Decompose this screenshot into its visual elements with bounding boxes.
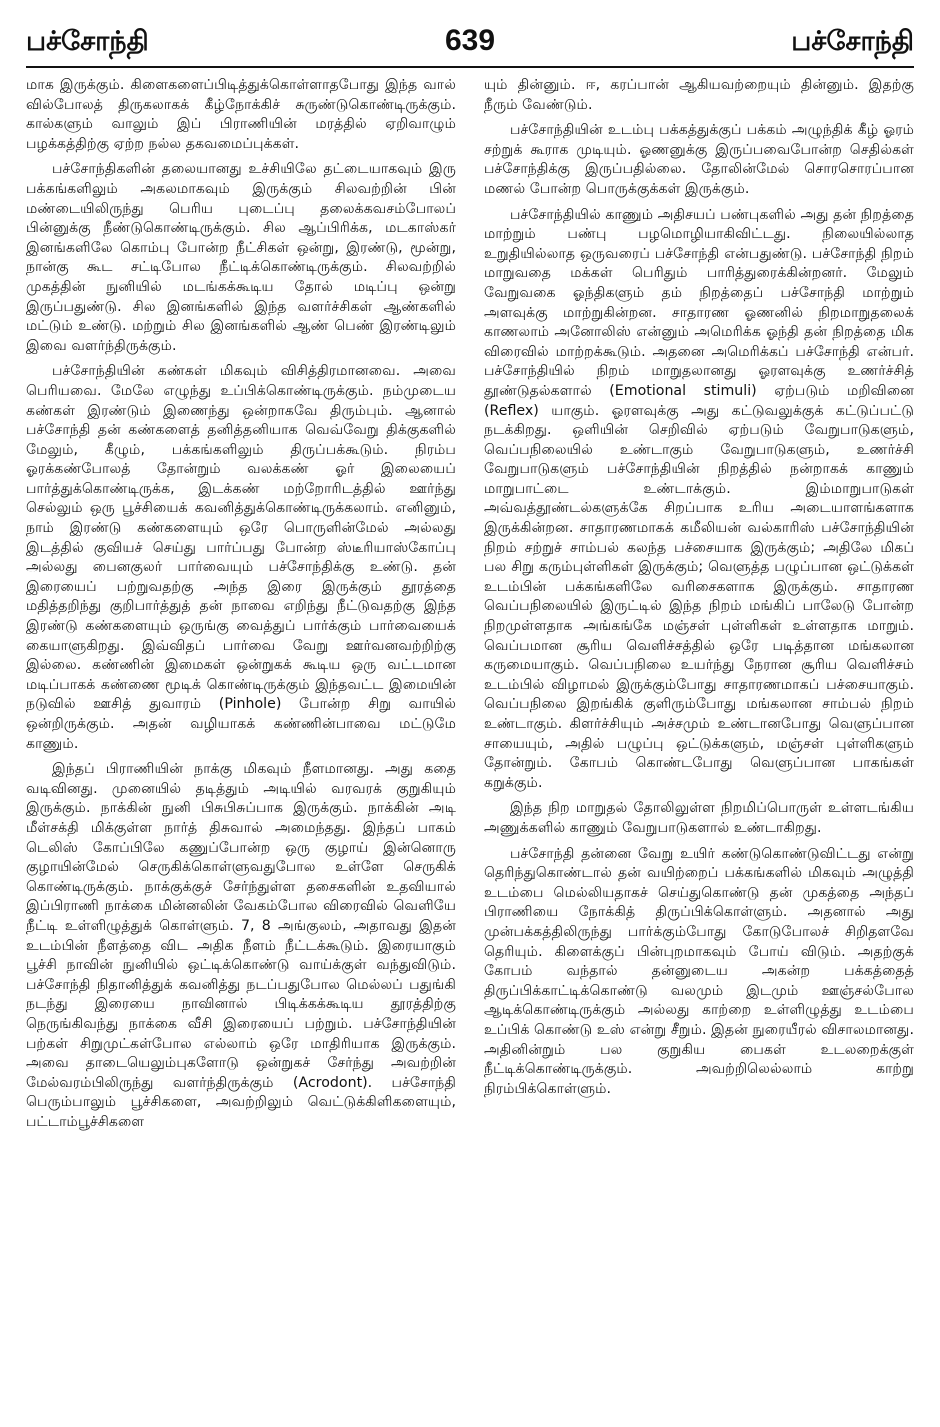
right-column — [484, 76, 914, 1416]
paragraph: இந்த நிற மாறுதல் தோலிலுள்ள நிறமிப்பொருள் உள்ளடங்கிய அணுக்களில் காணும் வேறுபாடுகளால் உண்டாகிறது. — [484, 800, 914, 836]
paragraph: பச்சோந்தியின் கண்கள் மிகவும் விசித்திரமானவை. அவை பெரியவை. மேலே எழுந்து உப்பிக்கொண்டிருக்கும். நம்முடைய கண்கள் இரண்டும் இணைந்து ஒன்றாகவே திரும்பும். ஆனால் பச்சோந்தி தன் கண்களைத் தனித்தனியாக வெவ்வேறு திக்குகளில் மேலும், கீழும், பக்கங்களிலும் திருப்பக்கூடும். நிரம்ப ஓரக்கண்போலத் தோன்றும் வலக்கண் ஓர் இலையைப் பார்த்துக்கொண்டிருக்க, இடக்கண் மற்றோரிடத்தில் ஊர்ந்து செல்லும் ஒரு பூச்சியைக் கவனித்துக்கொண்டிருக்கலாம். எனினும், நாம் இரண்டு கண்களையும் ஒரே பொருளின்மேல் அல்லது இடத்தில் குவியச் செய்து பார்ப்பது போன்ற ஸ்டீரியாஸ்கோப்பு அல்லது பைனகுலர் பார்வையும் பச்சோந்திக்கு உண்டு. தன் இரையைப் பற்றுவதற்கு அந்த இரை இருக்கும் தூரத்தை மதித்தறிந்து குறிபார்த்துத் தன் நாவை எறிந்து நீட்டுவதற்கு இந்த இரண்டு கண்களையும் ஒருங்கு வைத்துப் பார்க்கும் பார்வையைக் கையாளுகிறது. இவ்விதப் பார்வை வேறு ஊர்வனவற்றிற்கு இல்லை. கண்ணின் இமைகள் ஒன்றுகக் கூடிய ஒரு வட்டமான மடிப்பாகக் கண்ணை மூடிக் கொண்டிருக்கும் இந்தவட்ட இமையின் நடுவில் ஊசித் துவாரம் (Pinhole) போன்ற சிறு வாயில் ஒன்றிருக்கும். அதன் வழியாகக் கண்ணின்பாவை மட்டுமே காணும். — [26, 363, 456, 752]
text-columns — [26, 76, 914, 1416]
running-title-left: பச்சோந்தி — [26, 26, 149, 57]
paragraph: பச்சோந்தி தன்னை வேறு உயிர் கண்டுகொண்டுவிட்டது என்று தெரிந்துகொண்டால் தன் வயிற்றைப் பக்கங்களில் மிகவும் அழுத்தி உடம்பை மெல்லியதாகச் செய்துகொண்டு தன் முகத்தை அந்தப் பிராணியை நோக்கித் திருப்பிக்கொள்ளும். அதனால் அது முன்பக்கத்திலிருந்து பார்க்கும்போது கோடுபோலச் சிறிதளவே தெரியும். கிளைக்குப் பின்புறமாகவும் போய் விடும். அதற்குக் கோபம் வந்தால் தன்னுடைய அகன்ற பக்கத்தைத் திருப்பிக்காட்டிக்கொண்டு வலமும் இடமும் ஊஞ்சல்போல ஆடிக்கொண்டிருக்கும் அல்லது காற்றை உள்ளிழுத்து உடம்பை உப்பிக் கொண்டு உஸ் என்று சீறும். இதன் நுரையீரல் விசாலமானது. அதினின்றும் பல குறுகிய பைகள் உடலறைக்குள் நீட்டிக்கொண்டிருக்கும். அவற்றிலெல்லாம் காற்று நிரம்பிக்கொள்ளும். — [484, 845, 914, 1097]
page-header — [26, 22, 914, 68]
paragraph: யும் தின்னும். ஈ, கரப்பான் ஆகியவற்றையும் தின்னும். இதற்கு நீரும் வேண்டும். — [484, 77, 914, 113]
paragraph: பச்சோந்தியின் உடம்பு பக்கத்துக்குப் பக்கம் அழுந்திக் கீழ் ஓரம் சற்றுக் கூராக முடியும். ஓணனுக்கு இருப்பவைபோன்ற செதில்கள் பச்சோந்திக்கு இருப்பதில்லை. தோலின்மேல் சொரசொரப்பான மணல் போன்ற பொருக்குக்கள் இருக்கும். — [484, 122, 914, 197]
paragraph: பச்சோந்திகளின் தலையானது உச்சியிலே தட்டையாகவும் இரு பக்கங்களிலும் அகலமாகவும் இருக்கும் சிலவற்றின் பின் மண்டையிலிருந்து பெரிய புடைப்பு தலைக்கவசம்போலப் பின்னுக்கு நீண்டுகொண்டிருக்கும். சில ஆப்பிரிக்க, மடகாஸ்கர் இனங்களிலே கொம்பு போன்ற நீட்சிகள் ஒன்று, இரண்டு, மூன்று, நான்கு கூட சட்டிபோல நீட்டிக்கொண்டிருக்கும். சிலவற்றில் முகத்தின் நுனியில் மடங்கக்கூடிய தோல் மடிப்பு ஒன்று இருப்பதுண்டு. சில இனங்களில் இந்த வளர்ச்சிகள் ஆண்களில் மட்டும் உண்டு. மற்றும் சில இனங்களில் ஆண் பெண் இரண்டிலும் இவை வளர்ந்திருக்கும். — [26, 161, 456, 354]
paragraph: மாக இருக்கும். கிளைகளைப்பிடித்துக்கொள்ளாதபோது இந்த வால் வில்போலத் திருகலாகக் கீழ்நோக்கிச் சுருண்டுகொண்டிருக்கும். கால்களும் வாலும் இப் பிராணியின் மரத்தில் ஏறிவாழும் பழக்கத்திற்கு ஏற்ற நல்ல தகவமைப்புக்கள். — [26, 77, 456, 152]
paragraph: பச்சோந்தியில் காணும் அதிசயப் பண்புகளில் அது தன் நிறத்தை மாற்றும் பண்பு பழமொழியாகிவிட்டது. நிலையில்லாத உறுதியில்லாத ஒருவரைப் பச்சோந்தி என்பதுண்டு. பச்சோந்தி நிறம் மாறுவதை மக்கள் பெரிதும் பாரித்துரைக்கின்றனர். மேலும் வேறுவகை ஓந்திகளும் தம் நிறத்தைப் பச்சோந்தி மாற்றும் அளவுக்கு மாற்றுகின்றன. சாதாரண ஓணனில் நிறமாறுதலைக் காணலாம் அனோலிஸ் என்னும் அமெரிக்க ஓந்தி தன் நிறத்தை மிக விரைவில் மாற்றக்கூடும். அதனை அமெரிக்கப் பச்சோந்தி என்பர். பச்சோந்தியில் நிறம் மாறுதலானது ஓரளவுக்கு உணர்ச்சித் தூண்டுதல்களால் (Emotional stimuli) ஏற்படும் மறிவினை (Reflex) யாகும். ஓரளவுக்கு அது கட்டுவலுக்குக் கட்டுப்பட்டு நடக்கிறது. ஒளியின் செறிவில் ஏற்படும் வேறுபாடுகளும், வெப்பநிலையில் உண்டாகும் வேறுபாடுகளும், உணர்ச்சி வேறுபாடுகளும் பச்சோந்தியின் நிறத்தில் நன்றாகக் காணும் மாறுபாட்டை உண்டாக்கும். இம்மாறுபாடுகள் அவ்வத்தூண்டல்களுக்கே சிறப்பாக உரிய அடையாளங்களாக இருக்கின்றன. சாதாரணமாகக் கமீலியன் வல்காரிஸ் பச்சோந்தியின் நிறம் சற்றுச் சாம்பல் கலந்த பச்சையாக இருக்கும்; அதிலே மிகப் பல சிறு கரும்புள்ளிகள் இருக்கும்; வெளுத்த பழுப்பான ஒட்டுக்கள் உடம்பின் பக்கங்களிலே வரிசைகளாக இருக்கும். சாதாரண வெப்பநிலையில் இருட்டில் இந்த நிறம் மங்கிப் பாலேடு போன்ற நிறமுள்ளதாக அங்கங்கே மஞ்சள் புள்ளிகள் உள்ளதாக மாறும். வெப்பமான சூரிய வெளிச்சத்தில் ஒரே படித்தான மங்கலான கருமையாகும். வெப்பநிலை உயர்ந்து நேரான சூரிய வெளிச்சம் உடம்பில் விழாமல் இருக்கும்போது சாதாரணமாகப் பச்சையாகும். வெப்பநிலை இறங்கிக் குளிரும்போது மங்கலான சாம்பல் நிறம் உண்டாகும். கிளர்ச்சியும் அச்சமும் உண்டானபோது வெளுப்பான சாயையும், அதில் பழுப்பு ஒட்டுக்களும், மஞ்சள் புள்ளிகளும் தோன்றும். கோபம் கொண்டபோது வெளுப்பான பாகங்கள் கறுக்கும். — [484, 206, 914, 791]
left-column — [26, 76, 456, 1416]
paragraph: இந்தப் பிராணியின் நாக்கு மிகவும் நீளமானது. அது கதை வடிவினது. முனையில் தடித்தும் அடியில் வரவரக் குறுகியும் இருக்கும். நாக்கின் நுனி பிசுபிசுப்பாக இருக்கும். நாக்கின் அடி மீள்சக்தி மிக்குள்ள நார்த் திசுவால் அமைந்தது. இந்தப் பாகம் டெலிஸ் கோப்பிலே கணுப்போன்ற ஒரு குழாய் இன்னொரு குழாயின்மேல் செருகிக்கொள்ளுவதுபோல உள்ளே செருகிக் கொண்டிருக்கும். நாக்குக்குச் சேர்ந்துள்ள தசைகளின் உதவியால் இப்பிராணி நாக்கை மின்னலின் வேகம்போல விரைவில் வெளியே நீட்டி உள்ளிழுத்துக் கொள்ளும். 7, 8 அங்குலம், அதாவது இதன் உடம்பின் நீளத்தை விட அதிக நீளம் நீட்டக்கூடும். இரையாகும் பூச்சி நாவின் நுனியில் ஒட்டிக்கொண்டு வாய்க்குள் வந்துவிடும். பச்சோந்தி நிதானித்துக் கவனித்து நடப்பதுபோல மெல்லப் பதுங்கி நடந்து இரையை நாவினால் பிடிக்கக்கூடிய தூரத்திற்கு நெருங்கிவந்து நாக்கை வீசி இரையைப் பற்றும். பச்சோந்தியின் பற்கள் சிறுமுட்கள்போல எல்லாம் ஒரே மாதிரியாக இருக்கும். அவை தாடையெலும்புகளோடு ஒன்றுகச் சேர்ந்து அவற்றின் மேல்வரம்பிலிருந்து வளர்ந்திருக்கும் (Acrodont). பச்சோந்தி பெரும்பாலும் பூச்சிகளை, அவற்றிலும் வெட்டுக்கிளிகளையும், பட்டாம்பூச்சிகளை — [26, 761, 456, 1130]
page-number: 639 — [444, 24, 496, 57]
running-title-right: பச்சோந்தி — [791, 26, 914, 57]
